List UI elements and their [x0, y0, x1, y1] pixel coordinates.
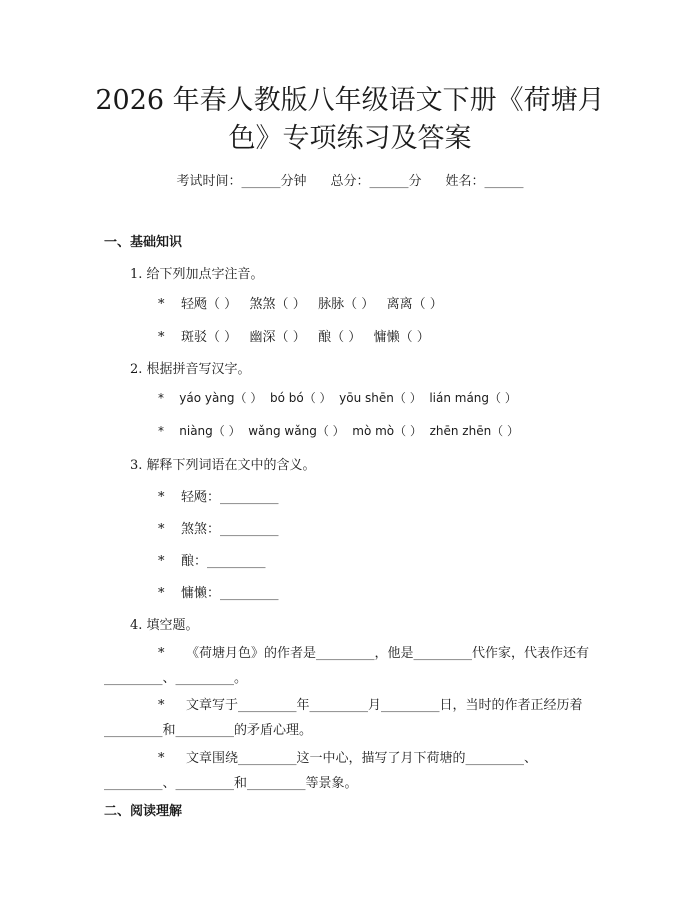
exam-meta: [0, 170, 700, 189]
question-2-item-1: * yáo yàng（ ） bó bó（ ） yōu shēn（ ） lián máng（ ）: [158, 391, 517, 405]
bullet-star: *: [158, 646, 165, 661]
exam-time: 考试时间：______分钟: [176, 174, 307, 189]
question-3-item-3: * 酿：_________: [158, 554, 266, 569]
bullet-star: *: [158, 751, 165, 766]
question-2-label: 2. 根据拼音写汉字。: [130, 362, 251, 377]
question-4-paragraph-3: [104, 746, 598, 796]
question-4-text-1: 《荷塘月色》的作者是_________，他是_________代作家，代表作还有_________、_________。: [104, 646, 590, 686]
question-3-label: 3. 解释下列词语在文中的含义。: [130, 458, 316, 473]
section-heading-1: 一、基础知识: [104, 235, 183, 250]
question-4-text-3: 文章围绕_________这一中心，描写了月下荷塘的_________、_________、_________和_________等景象。: [104, 751, 538, 791]
question-3-item-2: * 煞煞：_________: [158, 522, 279, 537]
exam-name: 姓名：______: [445, 174, 524, 189]
question-3-item-1: * 轻飏：_________: [158, 490, 279, 505]
question-3-item-4: * 慵懒：_________: [158, 586, 279, 601]
question-2-item-2: * niàng（ ） wǎng wǎng（ ） mò mò（ ） zhēn zhēn（ ）: [158, 424, 519, 438]
exam-score: 总分：______分: [330, 174, 422, 189]
question-1-item-1: * 轻飏（ ） 煞煞（ ） 脉脉（ ） 离离（ ）: [158, 297, 443, 312]
section-heading-2: 二、阅读理解: [104, 804, 183, 819]
bullet-star: *: [158, 698, 165, 713]
title-line-1: 2026 年春人教版八年级语文下册《荷塘月: [95, 85, 605, 116]
question-1-item-2: * 斑驳（ ） 幽深（ ） 酿（ ） 慵懒（ ）: [158, 330, 430, 345]
question-4-paragraph-2: [104, 693, 598, 743]
question-4-paragraph-1: [104, 641, 598, 691]
question-4-text-2: 文章写于_________年_________月_________日，当时的作者正经历着_________和_________的矛盾心理。: [104, 698, 583, 738]
title-line-2: 色》专项练习及答案: [228, 123, 472, 154]
question-1-label: 1. 给下列加点字注音。: [130, 267, 264, 282]
question-4-label: 4. 填空题。: [130, 618, 199, 633]
document-title: [60, 82, 640, 158]
